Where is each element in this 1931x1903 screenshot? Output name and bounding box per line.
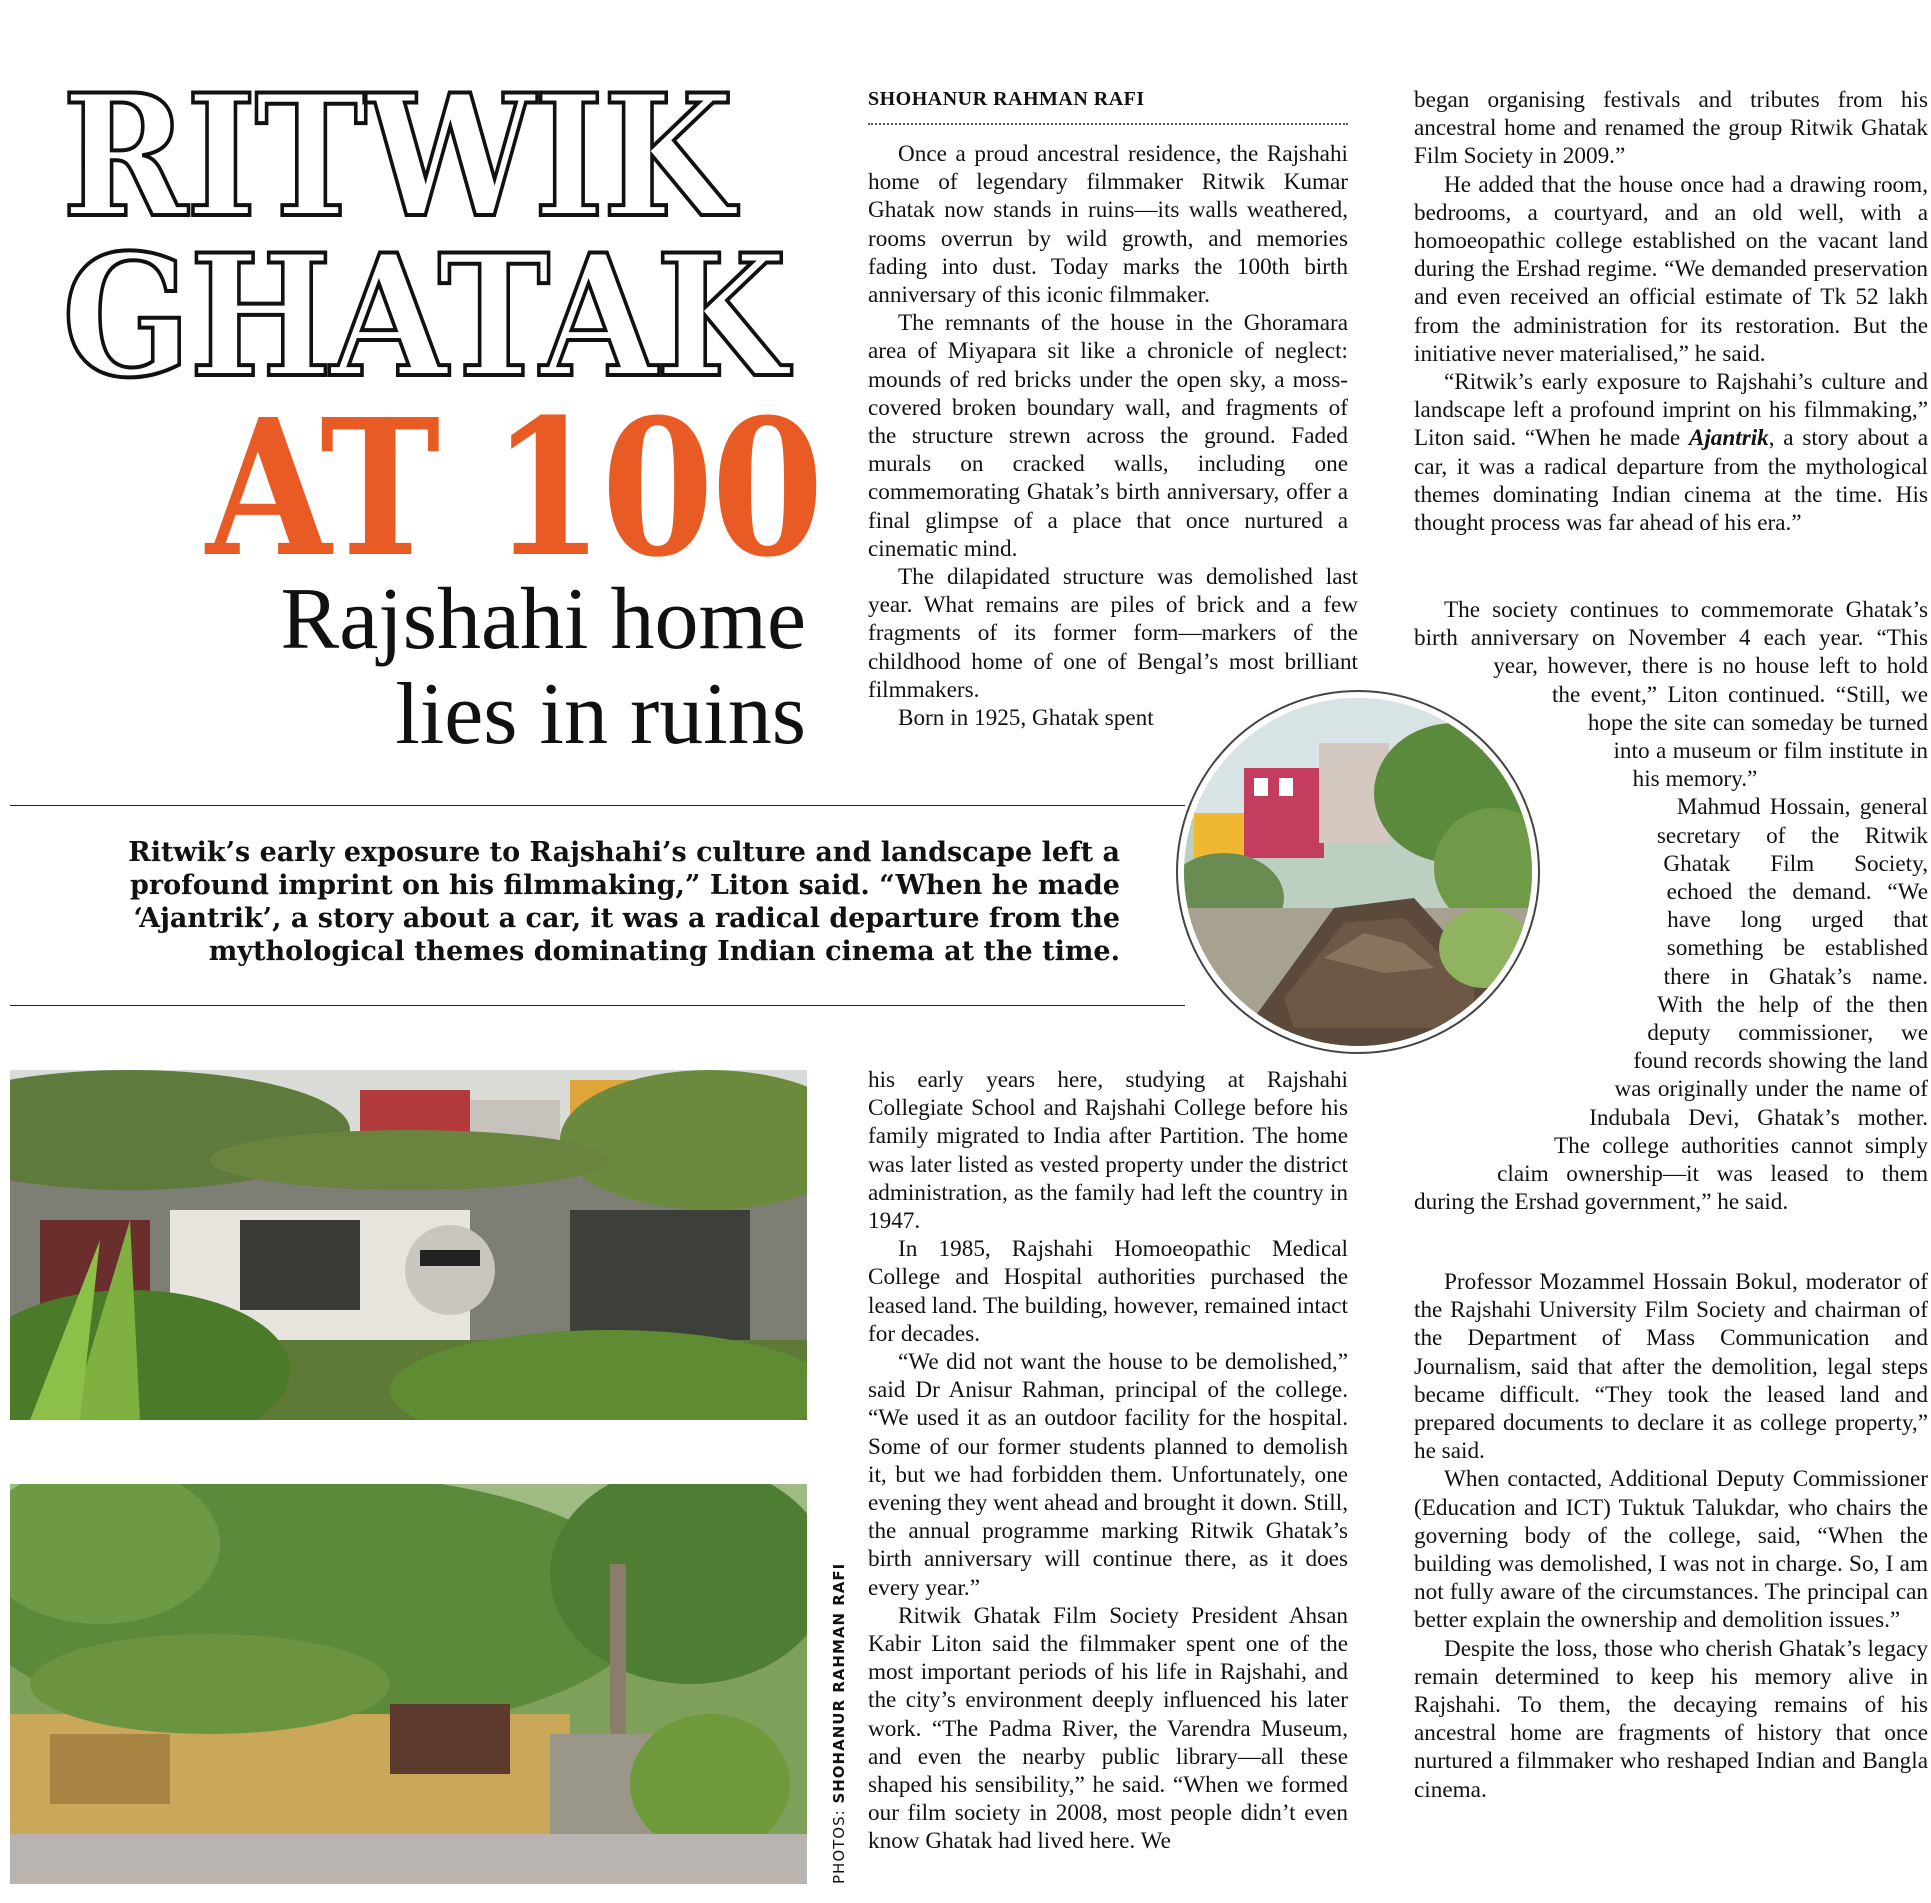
paragraph: “We did not want the house to be demolished,” said Dr Anisur Rahman, principal of the college. “We used it as an outdoor facility for the hospital. Some of our former students planned to demolish it, but we had forbidden them. Unfortunately, one evening they went ahead and brought it down. Still, the annual programme marking Ritwik Ghatak’s birth anniversary will continue there, as it does every year.”	[868, 1349, 1348, 1601]
article-column-2-bottom	[868, 1066, 1348, 1856]
paragraph: The society continues to commemorate Ghatak’s birth anniversary on November 4 each year. “This year, however, there is no house left to hold the event,” Liton continued. “Still, we hope the site can someday be turned into a museum or film institute in his memory.”	[1414, 597, 1928, 793]
article-column-3-bottom	[1414, 1268, 1928, 1804]
ruined-house-photo	[10, 1070, 807, 1420]
overgrown-wall-image	[10, 1484, 807, 1884]
paragraph: began organising festivals and tributes from his ancestral home and renamed the group Ritwik Ghatak Film Society in 2009.”	[1414, 87, 1928, 170]
paragraph: He added that the house once had a drawing room, bedrooms, a courtyard, and an old well, with a homoeopathic college established on the vacant land during the Ershad regime. “We demanded preservation and even received an official estimate of Tk 52 lakh from the administration for its restoration. But the initiative never materialised,” he said.	[1414, 171, 1928, 367]
paragraph: Despite the loss, those who cherish Ghatak’s legacy remain determined to keep his memory alive in Rajshahi. To them, the decaying remains of his ancestral home are fragments of history that once nurtured a filmmaker who reshaped Indian and Bangla cinema.	[1414, 1635, 1928, 1803]
ruined-house-image	[10, 1070, 807, 1420]
paragraph: Once a proud ancestral residence, the Rajshahi home of legendary filmmaker Ritwik Kumar Ghatak now stands in ruins—its walls weathered, rooms overrun by wild growth, and memories fading into dust. Today marks the 100th birth anniversary of this iconic filmmaker.	[868, 141, 1348, 309]
paragraph: Mahmud Hossain, general secretary of the Ritwik Ghatak Film Society, echoed the demand. “We have long urged that something be established there in Ghatak’s name. With the help of the then deputy commissioner, we found records showing the land was originally under the name of Indubala Devi, Ghatak’s mother. The college authorities cannot simply claim ownership—it was leased to them during the Ershad government,” he said.	[1414, 794, 1928, 1216]
paragraph: Born in 1925, Ghatak spent	[898, 705, 1154, 732]
brick-pile-image	[1184, 698, 1532, 1046]
paragraph: In 1985, Rajshahi Homoeopathic Medical College and Hospital authorities purchased the leased land. The building, however, remained intact for decades.	[868, 1236, 1348, 1347]
paragraph: Ritwik Ghatak Film Society President Ahsan Kabir Liton said the filmmaker spent one of the most important periods of his life in Rajshahi, and the city’s environment deeply influenced his later work. “The Padma River, the Varendra Museum, and even the nearby public library—all these shaped his sensibility,” he said. “When we formed our film society in 2008, most people didn’t even know Ghatak had lived here. We	[868, 1602, 1348, 1855]
headline-subtitle-1: Rajshahi home	[280, 571, 806, 668]
byline: SHOHANUR RAHMAN RAFI	[868, 88, 1145, 110]
paragraph: his early years here, studying at Rajshahi Collegiate School and Rajshahi College before his family migrated to India after Partition. The home was later listed as vested property under the district administration, as the family had left the country in 1947.	[868, 1067, 1348, 1235]
pull-quote-bottom-rule	[10, 1005, 1185, 1006]
article-column-3-top	[1414, 86, 1928, 537]
photo-credit: PHOTOS: SHOHANUR RAHMAN RAFI	[830, 1562, 848, 1884]
paragraph: The dilapidated structure was demolished last year. What remains are piles of brick and a few fragments of its former form—markers of the childhood home of one of Bengal’s most brilliant filmmakers.	[868, 564, 1358, 703]
pull-quote-top-rule	[10, 805, 1185, 806]
paragraph: The remnants of the house in the Ghoramara area of Miyapara sit like a chronicle of neglect: mounds of red bricks under the open sky, a moss-covered broken boundary wall, and fragments of the structure strewn across the ground. Faded murals on cracked walls, including one commemorating Ghatak’s birth anniversary, offer a final glimpse of a place that once nurtured a cinematic mind.	[868, 310, 1348, 562]
pull-quote: Ritwik’s early exposure to Rajshahi’s culture and landscape left a profound imprint on his filmmaking,” Liton said. “When he made ‘Ajantrik’, a story about a car, it was a radical departure from the mythological themes dominating Indian cinema at the time.	[128, 837, 1120, 967]
headline-line-2: GHATAK	[62, 217, 786, 415]
paragraph: When contacted, Additional Deputy Commissioner (Education and ICT) Tuktuk Talukdar, who chairs the governing body of the college, said, “When the building was demolished, I was not in charge. So, I am not fully aware of the circumstances. The principal can better explain the ownership and demolition issues.”	[1414, 1466, 1928, 1634]
overgrown-wall-photo	[10, 1484, 807, 1884]
headline-line-1: RITWIK	[62, 57, 733, 255]
headline-at-100: AT 100	[206, 378, 822, 599]
article-column-2-top	[868, 140, 1358, 732]
byline-divider	[868, 123, 1348, 125]
paragraph: “Ritwik’s early exposure to Rajshahi’s culture and landscape left a profound imprint on his filmmaking,” Liton said. “When he made Ajantrik, a story about a car, it was a radical departure from the mythological themes dominating Indian cinema at the time. His thought process was far ahead of his era.”	[1414, 369, 1929, 537]
paragraph: Professor Mozammel Hossain Bokul, moderator of the Rajshahi University Film Society and chairman of the Department of Mass Communication and Journalism, said that after the demolition, legal steps became difficult. “They took the leased land and prepared documents to declare it as college property,” he said.	[1414, 1269, 1928, 1465]
headline-subtitle-2: lies in ruins	[395, 666, 806, 763]
brick-pile-photo	[1178, 692, 1538, 1052]
